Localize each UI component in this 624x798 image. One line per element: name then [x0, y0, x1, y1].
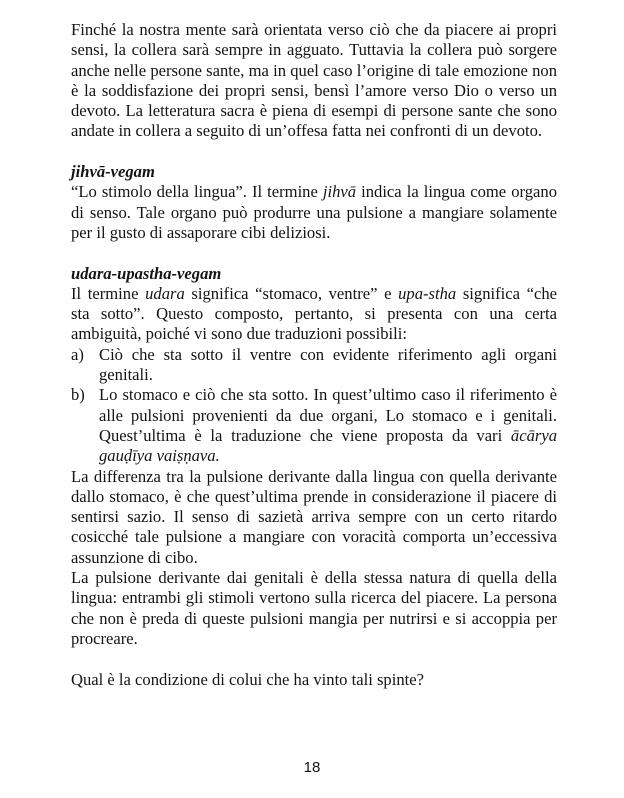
paragraph-jihva: [71, 182, 557, 243]
udara-intro-text-2: significa “stomaco, ventre” e: [184, 283, 399, 303]
paragraph-anger-text: Finché la nostra mente sarà orientata verso ciò che da piacere ai propri sensi, la collera sarà sempre in agguato. Tuttavia la collera può sorgere anche nelle persone sante, ma in quel caso l’origine di tale emozione non è la soddisfazione dei propri sensi, bensì l’amore verso Dio o verso un devoto. La letteratura sacra è piena di esempi di persone sante che sono andate in collera a seguito di un’offesa fatta nei confronti di un devoto.: [71, 20, 557, 141]
list-item-term: ācārya gauḍīya vaiṣṇava.: [99, 425, 557, 466]
list-marker: a): [71, 344, 84, 364]
section-heading-jihva: jihvā-vegam: [71, 162, 155, 182]
udara-term: udara: [145, 283, 185, 303]
upastha-term: upa-stha: [398, 283, 457, 303]
list-marker: b): [71, 385, 85, 405]
spacer: [71, 243, 557, 263]
list-item-text-main: Lo stomaco e ciò che sta sotto. In quest’ultimo caso il riferimento è alle pulsioni provenienti da due organi, Lo stomaco e i genitali. Quest’ultima è la traduzione che viene proposta da vari: [99, 385, 557, 445]
spacer: [71, 649, 557, 669]
closing-question: Qual è la condizione di colui che ha vinto tali spinte?: [71, 669, 424, 689]
spacer: [71, 142, 557, 162]
paragraph-jihva-text-2: indica la lingua come organo di senso. Tale organo può produrre una pulsione a mangiare solamente per il gusto di assaporare cibi deliziosi.: [71, 182, 557, 242]
list-item: [71, 385, 557, 466]
paragraph-udara-intro: [71, 284, 557, 345]
paragraph-anger: [71, 20, 557, 142]
section-heading-udara: udara-upastha-vegam: [71, 263, 222, 283]
page-body: [71, 20, 557, 690]
translation-list: [71, 345, 557, 467]
list-item-text: [99, 385, 557, 466]
paragraph-jihva-text-1: “Lo stimolo della lingua”. Il termine: [71, 182, 323, 202]
paragraph-jihva-term: jihvā: [322, 182, 357, 202]
paragraph-genitals: La pulsione derivante dai genitali è della stessa natura di quella della lingua: entrambi gli stimoli vertono sulla ricerca del piacere. La persona che non è preda di queste pulsioni mangia per nutrirsi e si accoppia per procreare.: [71, 568, 557, 648]
page-number: 18: [303, 759, 321, 776]
udara-intro-text-3: significa “che sta sotto”. Questo composto, pertanto, si presenta con una certa ambiguità, poiché vi sono due traduzioni possibili:: [71, 283, 557, 344]
udara-intro-text-1: Il termine: [71, 283, 146, 303]
paragraph-difference: La differenza tra la pulsione derivante dalla lingua con quella derivante dallo stomaco, è che quest’ultima prende in considerazione il piacere di sentirsi sazio. Il senso di sazietà arriva sempre con un certo ritardo cosicché tale pulsione a mangiare con voracità comporta un’eccessiva assunzione di cibo.: [71, 466, 557, 567]
list-item-text: Ciò che sta sotto il ventre con evidente riferimento agli organi genitali.: [99, 344, 557, 385]
list-item: [71, 345, 557, 386]
